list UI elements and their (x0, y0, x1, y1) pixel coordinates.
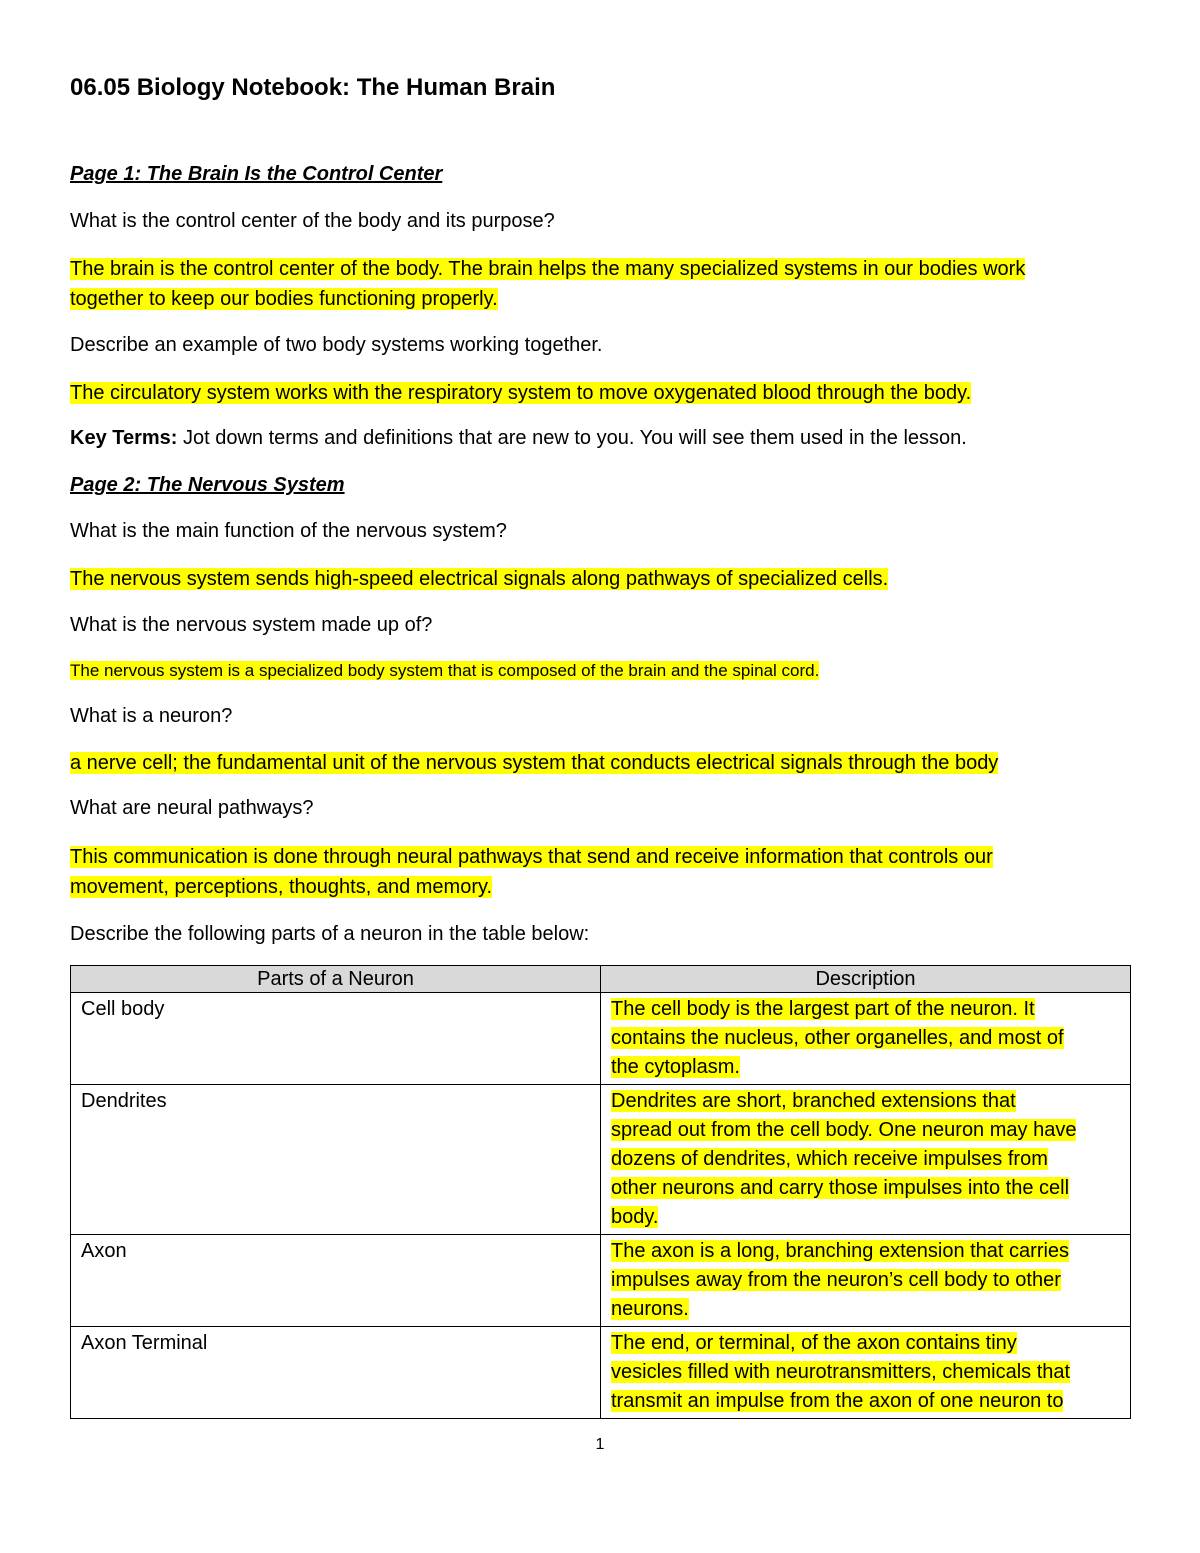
description-line: body. (611, 1206, 659, 1228)
table-header-description: Description (601, 966, 1131, 993)
page2-question-3: What is a neuron? (70, 705, 233, 727)
page2-answer-2 (70, 656, 1130, 686)
description-line: vesicles filled with neurotransmitters, chemicals that (611, 1361, 1071, 1383)
answer-line: The nervous system sends high-speed electrical signals along pathways of specialized cells. (70, 568, 889, 590)
table-row (71, 993, 1131, 1085)
answer-line: The nervous system is a specialized body system that is composed of the brain and the spinal cord. (70, 661, 820, 680)
key-terms-text: Jot down terms and definitions that are new to you. You will see them used in the lesson. (177, 427, 967, 449)
description-line: Dendrites are short, branched extensions that (611, 1090, 1016, 1112)
page2-answer-1 (70, 564, 1130, 594)
page1-heading: Page 1: The Brain Is the Control Center (70, 163, 443, 185)
description-line: other neurons and carry those impulses into the cell (611, 1177, 1070, 1199)
answer-line: a nerve cell; the fundamental unit of the nervous system that conducts electrical signals through the body (70, 752, 999, 774)
part-description (601, 1235, 1131, 1327)
answer-line: The brain is the control center of the body. The brain helps the many specialized systems in our bodies work (70, 258, 1026, 280)
page1-answer-2 (70, 378, 1130, 408)
part-name: Cell body (71, 993, 601, 1085)
part-name: Dendrites (71, 1085, 601, 1235)
page2-heading: Page 2: The Nervous System (70, 474, 345, 496)
part-description (601, 1085, 1131, 1235)
page2-question-4: What are neural pathways? (70, 797, 314, 819)
page1-answer-1 (70, 254, 1130, 314)
neuron-parts-table (70, 965, 1131, 1419)
description-line: The axon is a long, branching extension that carries (611, 1240, 1070, 1262)
description-line: spread out from the cell body. One neuron may have (611, 1119, 1077, 1141)
page1-question-1: What is the control center of the body and its purpose? (70, 210, 555, 232)
table-row (71, 1085, 1131, 1235)
answer-line: The circulatory system works with the respiratory system to move oxygenated blood through the body. (70, 382, 972, 404)
page2-question-1: What is the main function of the nervous system? (70, 520, 507, 542)
answer-line: together to keep our bodies functioning properly. (70, 288, 498, 310)
table-intro: Describe the following parts of a neuron in the table below: (70, 923, 590, 945)
answer-line: This communication is done through neural pathways that send and receive information that controls our (70, 846, 993, 868)
table-row (71, 1327, 1131, 1419)
page2-answer-3 (70, 748, 1130, 778)
table-header-row (71, 966, 1131, 993)
description-line: The end, or terminal, of the axon contains tiny (611, 1332, 1017, 1354)
part-description (601, 993, 1131, 1085)
document-title: 06.05 Biology Notebook: The Human Brain (70, 74, 556, 101)
description-line: neurons. (611, 1298, 689, 1320)
page-number: 1 (595, 1436, 605, 1453)
part-name: Axon Terminal (71, 1327, 601, 1419)
description-line: the cytoplasm. (611, 1056, 740, 1078)
page2-question-2: What is the nervous system made up of? (70, 614, 433, 636)
page1-question-2: Describe an example of two body systems working together. (70, 334, 603, 356)
part-name: Axon (71, 1235, 601, 1327)
key-terms (70, 427, 967, 450)
page2-answer-4 (70, 842, 1130, 902)
answer-line: movement, perceptions, thoughts, and memory. (70, 876, 493, 898)
description-line: impulses away from the neuron’s cell body to other (611, 1269, 1061, 1291)
part-description (601, 1327, 1131, 1419)
description-line: contains the nucleus, other organelles, and most of (611, 1027, 1064, 1049)
description-line: The cell body is the largest part of the neuron. It (611, 998, 1035, 1020)
description-line: transmit an impulse from the axon of one neuron to (611, 1390, 1064, 1412)
description-line: dozens of dendrites, which receive impulses from (611, 1148, 1048, 1170)
key-terms-label: Key Terms: (70, 427, 178, 449)
table-row (71, 1235, 1131, 1327)
table-header-parts: Parts of a Neuron (71, 966, 601, 993)
